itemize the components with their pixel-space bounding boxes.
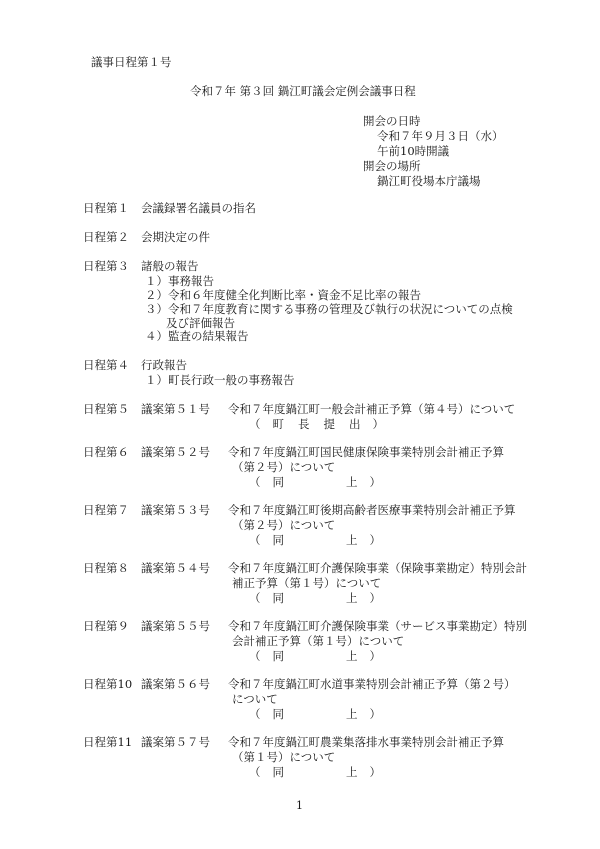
bill-title: 令和７年度鍋江町後期高齢者医療事業特別会計補正予算 — [228, 503, 516, 517]
meeting-place-value: 鍋江町役場本庁議場 — [377, 174, 481, 188]
report-sub-item: １）事務報告 — [145, 274, 214, 288]
agenda-item-title: 会期決定の件 — [141, 230, 210, 244]
proposer-note: （ 同 上 ） — [249, 765, 381, 779]
agenda-item-number: 日程第２ — [83, 230, 129, 244]
bill-number: 議案第５６号 — [141, 677, 210, 691]
agenda-item-number: 日程第10 — [83, 677, 133, 691]
meeting-place-label: 開会の場所 — [363, 159, 421, 173]
bill-title-continuation: 会計補正予算（第１号）について — [232, 634, 405, 648]
bill-title: 令和７年度鍋江町水道事業特別会計補正予算（第２号） — [228, 677, 516, 691]
agenda-item-title: 行政報告 — [141, 358, 187, 372]
bill-number: 議案第５７号 — [141, 735, 210, 749]
agenda-item-number: 日程第３ — [83, 259, 129, 273]
proposer-note: （ 同 上 ） — [249, 707, 381, 721]
bill-title-continuation: 補正予算（第１号）について — [232, 576, 382, 590]
bill-number: 議案第５１号 — [141, 402, 210, 416]
report-sub-item: １）町長行政一般の事務報告 — [145, 373, 295, 387]
proposer-note: （ 同 上 ） — [249, 475, 381, 489]
page-number: 1 — [296, 799, 303, 812]
report-sub-item: ３）令和７年度教育に関する事務の管理及び執行の状況についての点検 — [145, 302, 513, 316]
bill-title-continuation: （第１号）について — [232, 750, 336, 764]
bill-number: 議案第５３号 — [141, 503, 210, 517]
bill-number: 議案第５４号 — [141, 561, 210, 575]
agenda-item-number: 日程第４ — [83, 358, 129, 372]
report-sub-item: ２）令和６年度健全化判断比率・資金不足比率の報告 — [145, 288, 421, 302]
bill-title: 令和７年度鍋江町農業集落排水事業特別会計補正予算 — [228, 735, 504, 749]
bill-title-continuation: （第２号）について — [232, 460, 336, 474]
document-title: 令和７年 第３回 鍋江町議会定例会議事日程 — [190, 84, 416, 98]
report-sub-item: ４）監査の結果報告 — [145, 329, 249, 343]
bill-title-continuation: （第２号）について — [232, 518, 336, 532]
agenda-item-title: 諸般の報告 — [141, 259, 199, 273]
proposer-note: （ 同 上 ） — [249, 533, 381, 547]
agenda-item-title: 会議録署名議員の指名 — [141, 201, 256, 215]
proposer-note: （ 町 長 提 出 ） — [249, 417, 384, 431]
bill-number: 議案第５５号 — [141, 619, 210, 633]
agenda-item-number: 日程第11 — [83, 735, 133, 749]
meeting-time-value: 午前10時開議 — [377, 144, 450, 158]
bill-title: 令和７年度鍋江町国民健康保険事業特別会計補正予算 — [228, 445, 504, 459]
bill-title: 令和７年度鍋江町介護保険事業（サービス事業勘定）特別 — [228, 619, 527, 633]
proposer-note: （ 同 上 ） — [249, 649, 381, 663]
agenda-item-number: 日程第７ — [83, 503, 129, 517]
meeting-date-value: 令和７年９月３日（水） — [377, 129, 504, 143]
report-sub-item-continuation: 及び評価報告 — [166, 316, 235, 330]
agenda-item-number: 日程第５ — [83, 402, 129, 416]
meeting-date-label: 開会の日時 — [363, 114, 421, 128]
bill-title-continuation: について — [232, 692, 278, 706]
agenda-item-number: 日程第８ — [83, 561, 129, 575]
agenda-item-number: 日程第１ — [83, 201, 129, 215]
bill-title: 令和７年度鍋江町一般会計補正予算（第４号）について — [228, 402, 516, 416]
document-id: 議事日程第１号 — [91, 55, 172, 69]
agenda-item-number: 日程第９ — [83, 619, 129, 633]
bill-number: 議案第５２号 — [141, 445, 210, 459]
bill-title: 令和７年度鍋江町介護保険事業（保険事業勘定）特別会計 — [228, 561, 527, 575]
proposer-note: （ 同 上 ） — [249, 591, 381, 605]
agenda-item-number: 日程第６ — [83, 445, 129, 459]
